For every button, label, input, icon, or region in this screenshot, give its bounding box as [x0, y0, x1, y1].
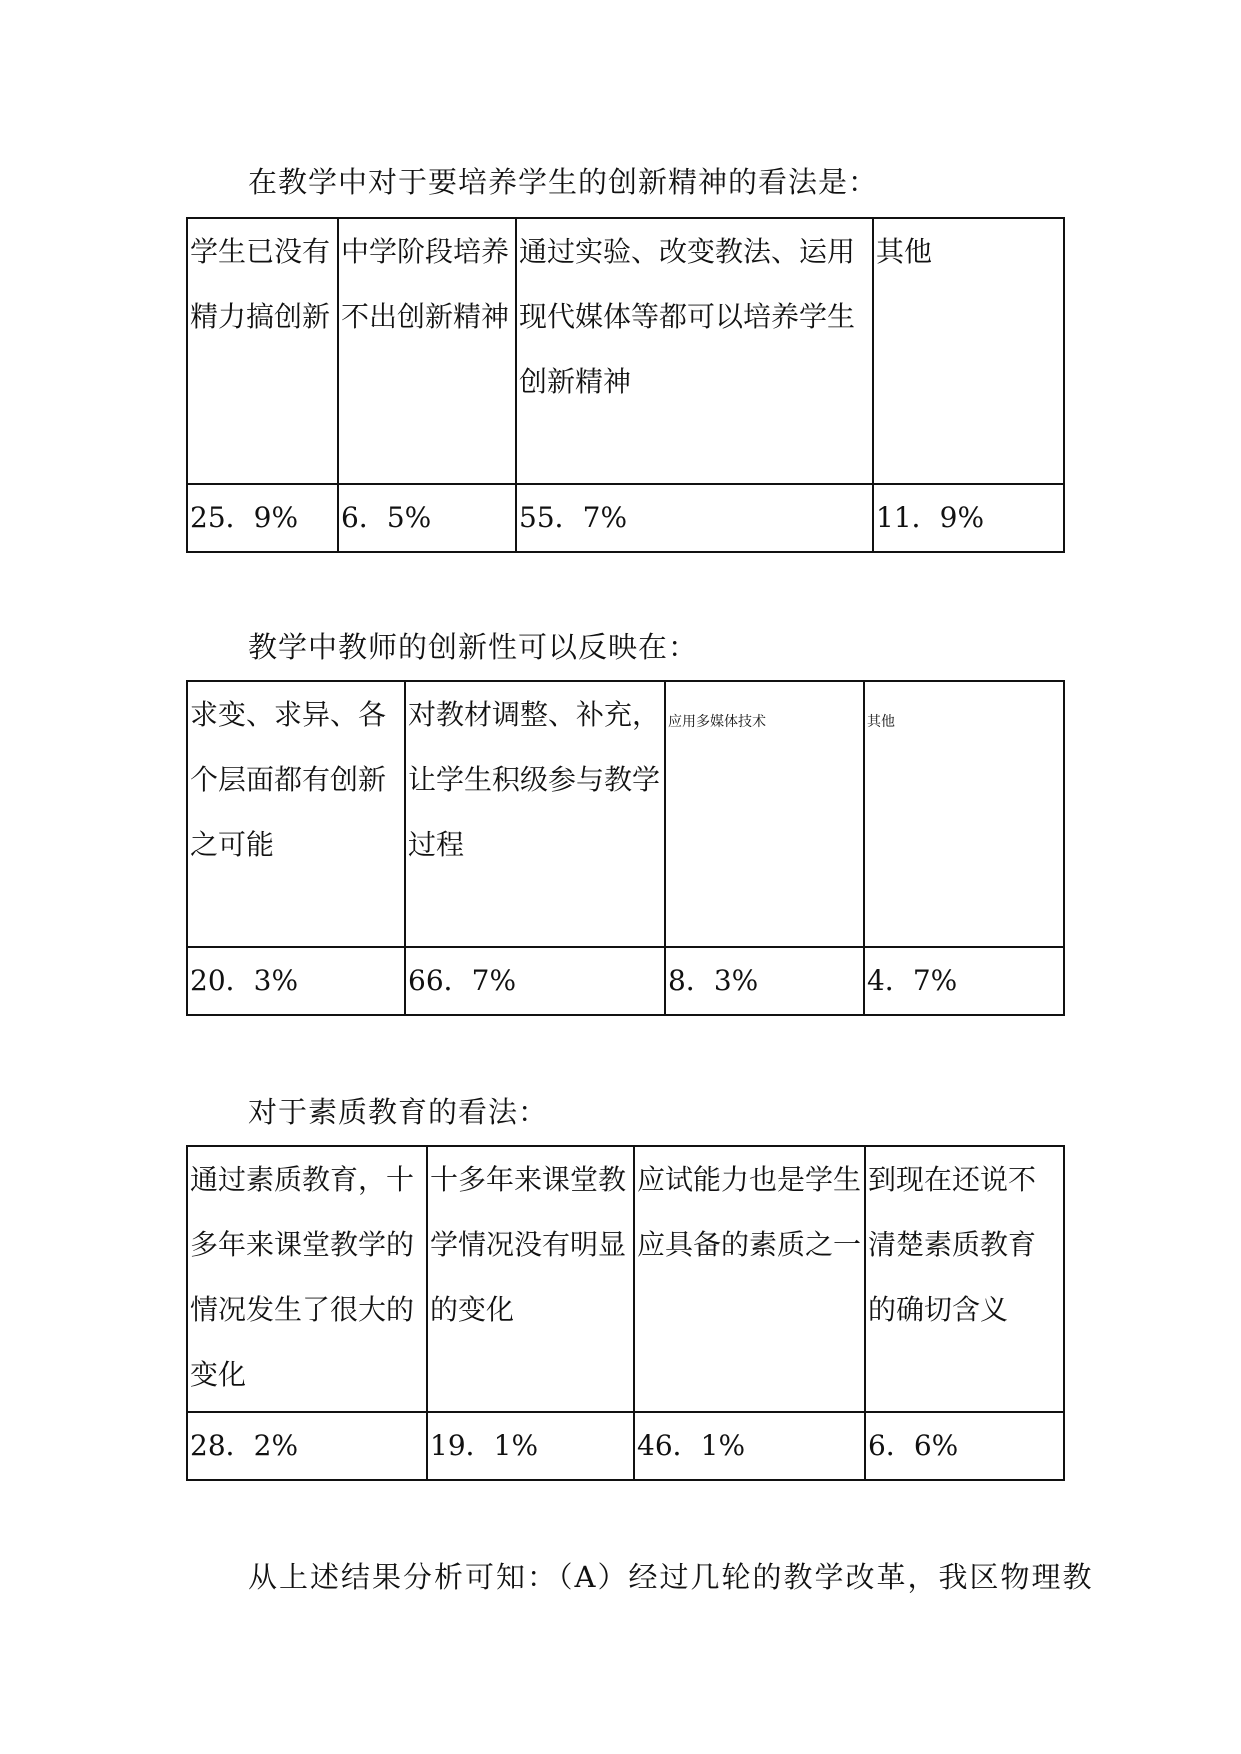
- percentage-cell: 8．3%: [665, 947, 864, 1015]
- conclusion-paragraph: 从上述结果分析可知：（A）经过几轮的教学改革，我区物理教: [248, 1560, 1094, 1594]
- percentage-cell: 20．3%: [187, 947, 405, 1015]
- percentage-cell: 46．1%: [634, 1412, 865, 1480]
- table-row-percentages: [187, 1412, 1064, 1480]
- option-cell: 其他: [873, 218, 1064, 484]
- percentage-cell: 55．7%: [516, 484, 873, 552]
- percentage-cell: 6．6%: [865, 1412, 1064, 1480]
- percentage-cell: 6．5%: [338, 484, 516, 552]
- option-cell: 应用多媒体技术: [665, 681, 864, 947]
- option-cell: 求变、求异、各个层面都有创新之可能: [187, 681, 405, 947]
- table-row-percentages: [187, 947, 1064, 1015]
- option-cell: 到现在还说不清楚素质教育的确切含义: [865, 1146, 1064, 1412]
- percentage-cell: 25．9%: [187, 484, 338, 552]
- option-cell: 十多年来课堂教学情况没有明显的变化: [427, 1146, 634, 1412]
- option-cell: 中学阶段培养不出创新精神: [338, 218, 516, 484]
- option-cell: 学生已没有精力搞创新: [187, 218, 338, 484]
- table-row-options: [187, 1146, 1064, 1412]
- survey-table-innovation-spirit: [186, 217, 1065, 553]
- option-cell: 对教材调整、补充，让学生积级参与教学过程: [405, 681, 665, 947]
- percentage-cell: 11．9%: [873, 484, 1064, 552]
- option-cell: 应试能力也是学生应具备的素质之一: [634, 1146, 865, 1412]
- option-cell: 通过素质教育，十多年来课堂教学的情况发生了很大的变化: [187, 1146, 427, 1412]
- section3-heading: 对于素质教育的看法：: [248, 1095, 549, 1129]
- percentage-cell: 4．7%: [864, 947, 1064, 1015]
- option-cell: 其他: [864, 681, 1064, 947]
- table-row-options: [187, 681, 1064, 947]
- table-row-options: [187, 218, 1064, 484]
- table-row-percentages: [187, 484, 1064, 552]
- survey-table-teacher-innovation: [186, 680, 1065, 1016]
- percentage-cell: 66．7%: [405, 947, 665, 1015]
- survey-table-quality-education: [186, 1145, 1065, 1481]
- section2-heading: 教学中教师的创新性可以反映在：: [248, 630, 699, 664]
- option-cell: 通过实验、改变教法、运用现代媒体等都可以培养学生创新精神: [516, 218, 873, 484]
- percentage-cell: 19．1%: [427, 1412, 634, 1480]
- section1-heading: 在教学中对于要培养学生的创新精神的看法是：: [248, 165, 879, 199]
- percentage-cell: 28．2%: [187, 1412, 427, 1480]
